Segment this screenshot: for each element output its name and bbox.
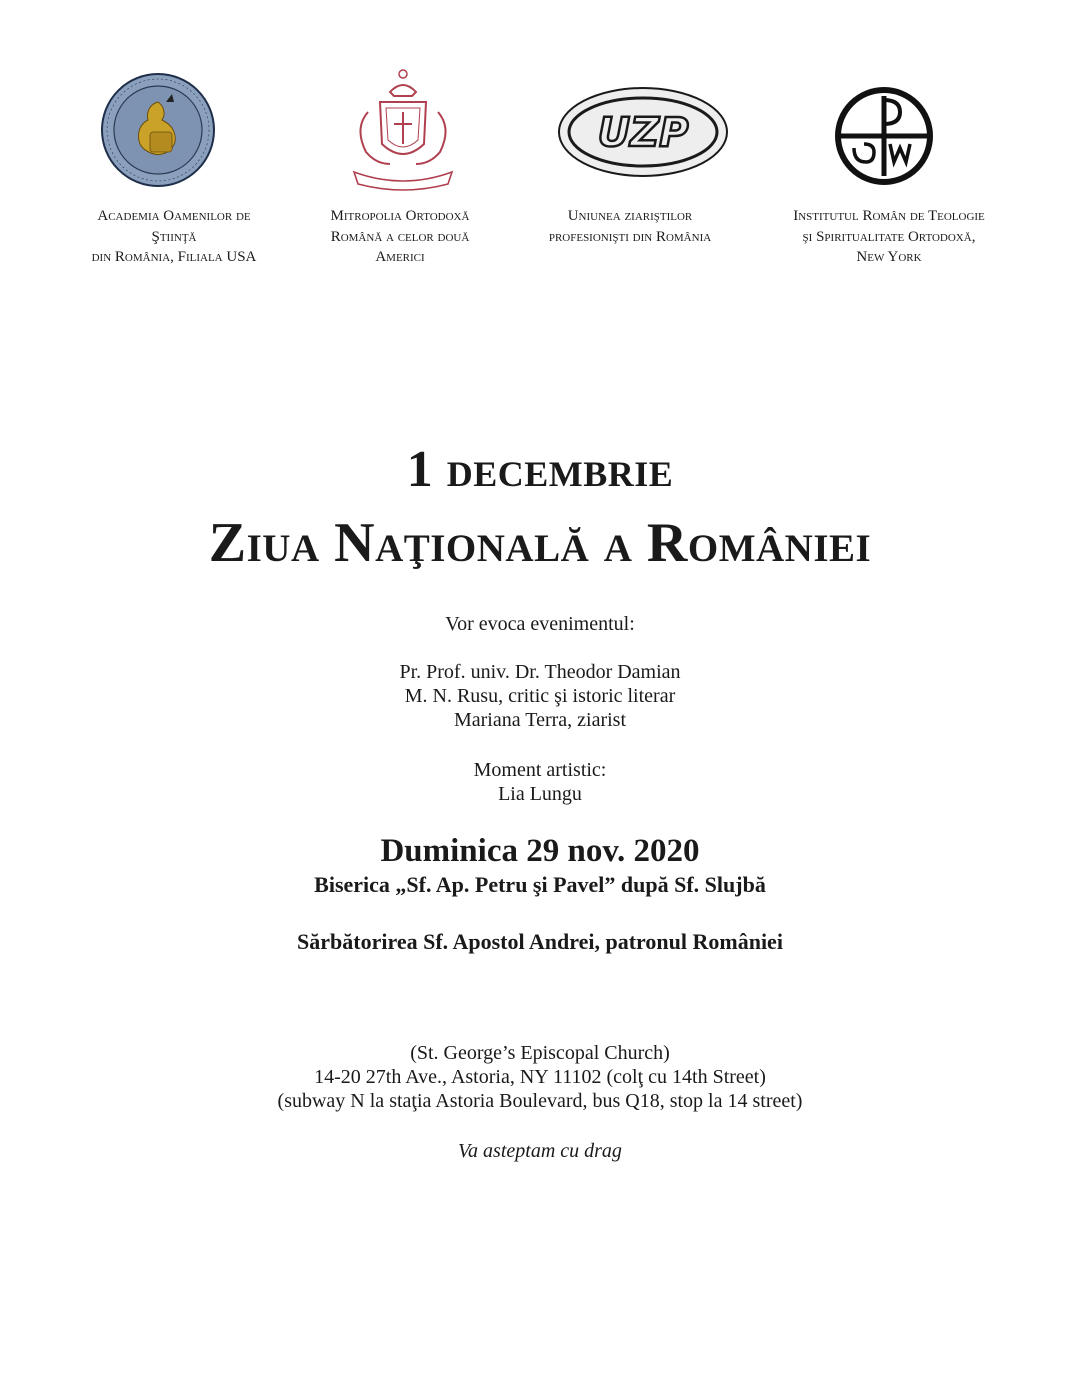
caption-line: şi Spiritualitate Ortodoxă, (802, 228, 976, 245)
caption-line: Română a celor două (330, 228, 470, 245)
event-place: Biserica „Sf. Ap. Petru şi Pavel” după Sf. Slujbă (314, 872, 766, 897)
caption-line: Institutul Român de Teologie (793, 208, 985, 224)
org-caption-academia (54, 206, 294, 268)
event-date: Duminica 29 nov. 2020 (380, 833, 700, 869)
caption-line: Mitropolia Ortodoxă (330, 208, 470, 224)
uzp-logo-text: UZP (597, 110, 689, 156)
speaker: M. N. Rusu, critic şi istoric literar (404, 685, 676, 707)
caption-line: Americi (375, 249, 425, 265)
event-celebration: Sărbătorirea Sf. Apostol Andrei, patronul României (297, 929, 783, 954)
caption-line: Ştiinţă (151, 228, 197, 245)
address-line: 14-20 27th Ave., Astoria, NY 11102 (colţ cu 14th Street) (314, 1066, 766, 1088)
speakers-intro: Vor evoca evenimentul: (445, 613, 635, 635)
caption-line: Uniunea ziariştilor (567, 208, 693, 224)
address-line: (St. George’s Episcopal Church) (410, 1042, 670, 1064)
org-caption-uzp (515, 206, 745, 247)
speaker: Mariana Terra, ziarist (453, 709, 627, 731)
title-line-1: 1 decembrie (406, 441, 674, 498)
org-caption-mitropolia (290, 206, 510, 268)
rho-omega-logo (834, 86, 934, 186)
title-line-2: Ziua Naţională a României (208, 512, 872, 574)
uzp-logo (556, 84, 730, 180)
caption-line: din România, Filiala USA (91, 249, 257, 265)
caption-line: New York (856, 249, 922, 265)
academia-seal-logo (100, 72, 216, 188)
caption-line: Academia Oamenilor de (97, 208, 251, 224)
mitropolia-crest-logo (350, 68, 456, 192)
org-caption-institutul (758, 206, 1020, 268)
address-line: (subway N la staţia Astoria Boulevard, bus Q18, stop la 14 street) (277, 1090, 803, 1112)
artistic-label: Moment artistic: (473, 759, 607, 781)
closing-text: Va asteptam cu drag (458, 1140, 622, 1162)
caption-line: profesionişti din România (548, 228, 712, 245)
speaker: Pr. Prof. univ. Dr. Theodor Damian (399, 661, 681, 683)
artistic-name: Lia Lungu (498, 783, 582, 805)
